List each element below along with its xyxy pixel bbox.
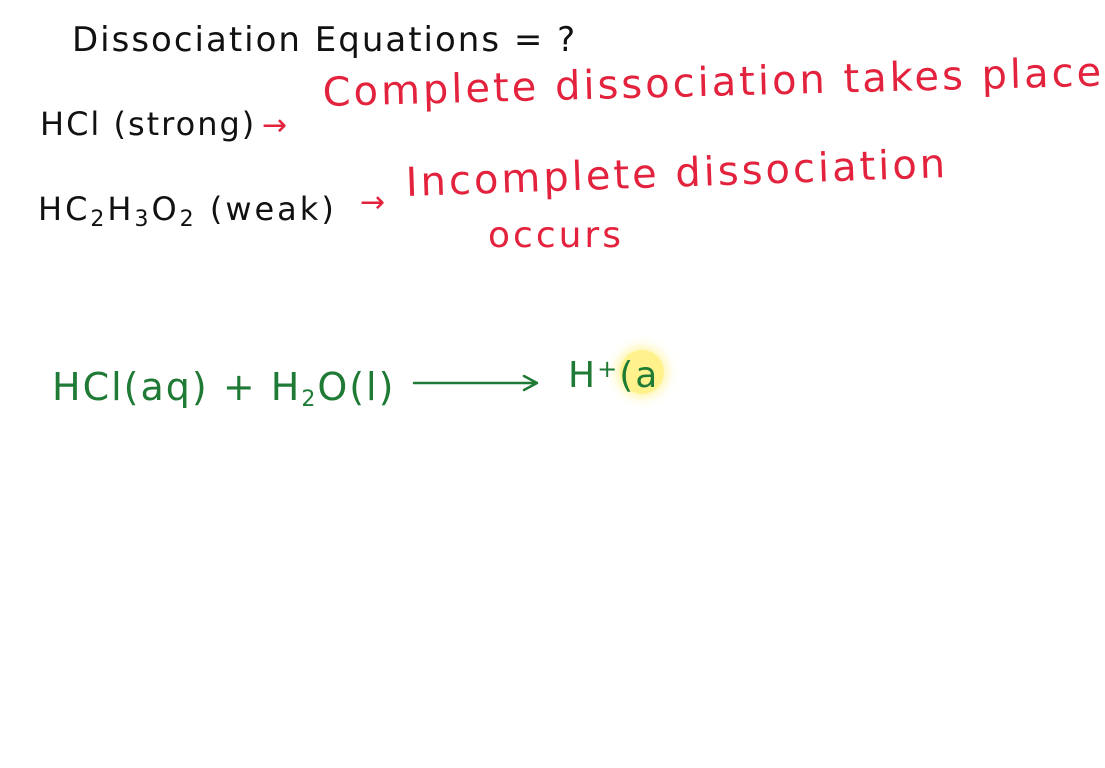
dissociation-product [568, 355, 659, 396]
product-state: (a [619, 355, 660, 396]
complete-dissociation-note: Complete dissociation takes place [322, 49, 1105, 116]
reactant-hcl: HCl(aq) [52, 365, 209, 409]
hcl-strong-label: HCl (strong) [40, 105, 257, 143]
formula-subscript: 2 [179, 207, 197, 232]
occurs-note: occurs [488, 215, 624, 256]
long-reaction-arrow-icon [412, 373, 542, 393]
acetic-acid-weak-label [38, 190, 337, 232]
formula-subscript: 2 [90, 207, 108, 232]
formula-part: HC [38, 190, 91, 228]
reaction-arrow-1: → [262, 108, 288, 143]
reactant-water [270, 365, 396, 412]
dissociation-equation-reactants [52, 365, 396, 412]
formula-part: O [151, 190, 180, 228]
water-o: O(l) [317, 365, 396, 409]
water-subscript: 2 [301, 387, 318, 412]
product-charge: + [597, 355, 620, 383]
formula-part: H [107, 190, 135, 228]
plus-sign: + [208, 365, 271, 409]
formula-part: (weak) [196, 190, 337, 228]
incomplete-dissociation-note: Incomplete dissociation [405, 141, 949, 206]
page-title: Dissociation Equations = ? [72, 20, 578, 60]
product-h: H [568, 355, 598, 396]
reaction-arrow-2: → [360, 185, 386, 220]
formula-subscript: 3 [134, 207, 152, 232]
water-h: H [270, 365, 302, 409]
